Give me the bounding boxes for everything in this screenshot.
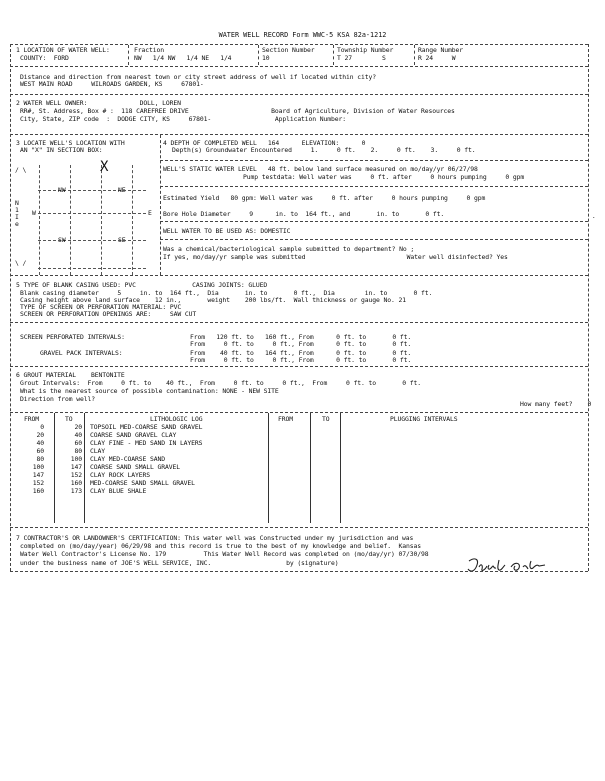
casing-diameter: Blank casing diameter 5 in. to 164 ft., Dia in. to 0 ft., Dia in. to 0 ft. (20, 289, 433, 297)
grout-material: 6 GROUT MATERIAL BENTONITE (16, 371, 125, 379)
fraction-value: NW 1/4 NW 1/4 NE 1/4 (134, 54, 232, 62)
log-to: 40 (74, 431, 82, 439)
log-header-plugging: PLUGGING INTERVALS (390, 415, 458, 423)
water-use: WELL WATER TO BE USED AS: DOMESTIC (163, 227, 291, 235)
section-1-top-rule (10, 44, 588, 45)
county-value: COUNTY: FORD (20, 54, 69, 62)
col-divider (414, 45, 415, 65)
margin-mark: . (592, 213, 596, 220)
log-to: 173 (70, 487, 82, 495)
rule (160, 239, 588, 240)
log-header-from: FROM (24, 415, 39, 423)
locate-sub: AN "X" IN SECTION BOX: (20, 146, 103, 154)
log-description: CLAY FINE - MED SAND IN LAYERS (90, 439, 203, 447)
section-number-label: Section Number (262, 46, 315, 54)
direction-from-well: Direction from well? (20, 395, 95, 403)
log-from: 40 (36, 439, 44, 447)
rule (10, 66, 588, 67)
section-box-grid (17, 165, 147, 275)
margin-letters: N 1 I e (15, 199, 19, 228)
township-label: Township Number (337, 46, 394, 54)
quadrant-se: SE (118, 236, 126, 244)
form-left-edge (10, 44, 11, 571)
log-col-divider (310, 413, 311, 523)
contractor-signature (465, 555, 550, 577)
log-from: 0 (40, 423, 44, 431)
log-to: 152 (70, 471, 82, 479)
certification-line-1: 7 CONTRACTOR'S OR LANDOWNER'S CERTIFICATION: This water well was Constructed under my jurisdiction and was (16, 534, 414, 542)
grout-intervals: Grout Intervals: From 0 ft. to 40 ft., From 0 ft. to 0 ft., From 0 ft. to 0 ft. (20, 379, 421, 387)
range-label: Range Number (418, 46, 463, 54)
log-description: TOPSOIL MED-COARSE SAND GRAVEL (90, 423, 203, 431)
depth-completed: 4 DEPTH OF COMPLETED WELL 164 ELEVATION: 0 (163, 139, 366, 147)
log-description: CLAY MED-COARSE SAND (90, 455, 165, 463)
grid-line (39, 165, 40, 275)
log-header-to-2: TO (322, 415, 330, 423)
contamination-source: What is the nearest source of possible contamination: NONE - NEW SITE (20, 387, 279, 395)
grid-line (38, 190, 146, 191)
quadrant-ne: NE (118, 186, 126, 194)
screen-material: TYPE OF SCREEN OR PERFORATION MATERIAL: PVC (20, 303, 182, 311)
quadrant-sw: SW (58, 236, 66, 244)
grid-line (132, 165, 133, 275)
rule (160, 160, 588, 161)
col-divider (258, 45, 259, 65)
log-from: 20 (36, 431, 44, 439)
log-col-divider (84, 413, 85, 523)
compass-e: E (148, 209, 152, 217)
log-from: 100 (32, 463, 44, 471)
range-value: R 24 W (418, 54, 456, 62)
interval-row: From 120 ft. to 160 ft., From 0 ft. to 0 ft. (190, 333, 412, 341)
groundwater-depths: Depth(s) Groundwater Encountered 1. 0 ft. 2. 0 ft. 3. 0 ft. (172, 146, 476, 154)
casing-height: Casing height above land surface 12 in., weight 200 lbs/ft. Wall thickness or gauge No. 21 (20, 296, 406, 304)
fraction-label: Fraction (134, 46, 164, 54)
log-header-lithologic: LITHOLOGIC LOG (150, 415, 203, 423)
log-col-divider (54, 413, 55, 523)
rule (10, 275, 588, 276)
screen-intervals-label: SCREEN PERFORATED INTERVALS: (20, 333, 125, 341)
log-to: 20 (74, 423, 82, 431)
chemical-sample: Was a chemical/bacteriological sample submitted to department? No ; (163, 245, 415, 253)
log-from: 160 (32, 487, 44, 495)
log-col-divider (268, 413, 269, 523)
distance-question: Distance and direction from nearest town or city street address of well if located within city? (20, 73, 377, 81)
sample-date: If yes, mo/day/yr sample was submitted Water well disinfected? Yes (163, 253, 508, 261)
margin-arrow-icon: / \ (15, 166, 27, 174)
interval-row: From 40 ft. to 164 ft., From 0 ft. to 0 ft. (190, 349, 412, 357)
rule (10, 366, 588, 367)
log-col-divider (340, 413, 341, 523)
section-number-value: 10 (262, 54, 270, 62)
location-label: 1 LOCATION OF WATER WELL: (16, 46, 110, 54)
log-description: COARSE SAND SMALL GRAVEL (90, 463, 180, 471)
gravel-intervals-label: GRAVEL PACK INTERVALS: (40, 349, 123, 357)
form-right-edge (588, 44, 589, 571)
log-description: CLAY (90, 447, 105, 455)
log-description: CLAY ROCK LAYERS (90, 471, 150, 479)
bore-hole: Bore Hole Diameter 9 in. to 164 ft., and in. to 0 ft. (163, 210, 445, 218)
log-to: 60 (74, 439, 82, 447)
pump-test: Pump testdata: Well water was 0 ft. after 0 hours pumping 0 gpm (243, 173, 525, 181)
rule (160, 221, 588, 222)
township-value: T 27 S (337, 54, 386, 62)
interval-row: From 0 ft. to 0 ft., From 0 ft. to 0 ft. (190, 340, 412, 348)
compass-w: W (32, 209, 36, 217)
owner-line: 2 WATER WELL OWNER: DOLL, LOREN (16, 99, 181, 107)
section-3-divider (160, 135, 161, 275)
screen-openings: SCREEN OR PERFORATION OPENINGS ARE: SAW CUT (20, 310, 197, 318)
grid-line (70, 165, 71, 275)
log-from: 147 (32, 471, 44, 479)
quadrant-nw: NW (58, 186, 66, 194)
col-divider (333, 45, 334, 65)
col-divider (128, 45, 129, 65)
rule (10, 412, 588, 413)
static-level: WELL'S STATIC WATER LEVEL 48 ft. below land surface measured on mo/day/yr 06/27/98 (163, 165, 478, 173)
rule (10, 94, 588, 95)
log-to: 80 (74, 447, 82, 455)
rule (10, 571, 588, 572)
certification-line-4: under the business name of JOE'S WELL SERVICE, INC. by (signature) (20, 559, 339, 567)
distance-answer: WEST MAIN ROAD WILROADS GARDEN, KS 67801- (20, 80, 204, 88)
grid-line (38, 268, 146, 269)
casing-type: 5 TYPE OF BLANK CASING USED: PVC CASING JOINTS: GLUED (16, 281, 268, 289)
how-many-feet: How many feet? 0 (520, 400, 592, 408)
log-to: 160 (70, 479, 82, 487)
rule (160, 186, 588, 187)
margin-arrow-icon: \ / (15, 259, 27, 267)
log-description: CLAY BLUE SHALE (90, 487, 147, 495)
log-to: 100 (70, 455, 82, 463)
certification-line-3: Water Well Contractor's License No. 179 This Water Well Record was completed on (mo/day/yr) 07/30/98 (20, 550, 429, 558)
log-to: 147 (70, 463, 82, 471)
log-header-from-2: FROM (278, 415, 293, 423)
grid-line (38, 213, 146, 214)
log-header-to: TO (65, 415, 73, 423)
interval-row: From 0 ft. to 0 ft., From 0 ft. to 0 ft. (190, 356, 412, 364)
grid-line (38, 240, 146, 241)
certification-line-2: completed on (mo/day/year) 06/29/98 and this record is true to the best of my knowledge and belief. Kansas (20, 542, 421, 550)
locate-label: 3 LOCATE WELL'S LOCATION WITH (16, 139, 125, 147)
rule (10, 527, 588, 528)
log-description: MED-COARSE SAND SMALL GRAVEL (90, 479, 195, 487)
location-x-mark: X (100, 159, 109, 175)
owner-city: City, State, ZIP code : DODGE CITY, KS 67801- Application Number: (20, 115, 347, 123)
log-from: 80 (36, 455, 44, 463)
rule (10, 134, 588, 135)
document-title: WATER WELL RECORD Form WWC-5 KSA 82a-1212 (218, 31, 387, 39)
grid-line (101, 165, 102, 275)
rule (10, 322, 588, 323)
log-description: COARSE SAND GRAVEL CLAY (90, 431, 177, 439)
log-from: 152 (32, 479, 44, 487)
estimated-yield: Estimated Yield 80 gpm: Well water was 0 ft. after 0 hours pumping 0 gpm (163, 194, 486, 202)
owner-address: RR#, St. Address, Box # : 118 CAREFREE DRIVE Board of Agriculture, Division of Water Resources (20, 107, 455, 115)
log-from: 60 (36, 447, 44, 455)
